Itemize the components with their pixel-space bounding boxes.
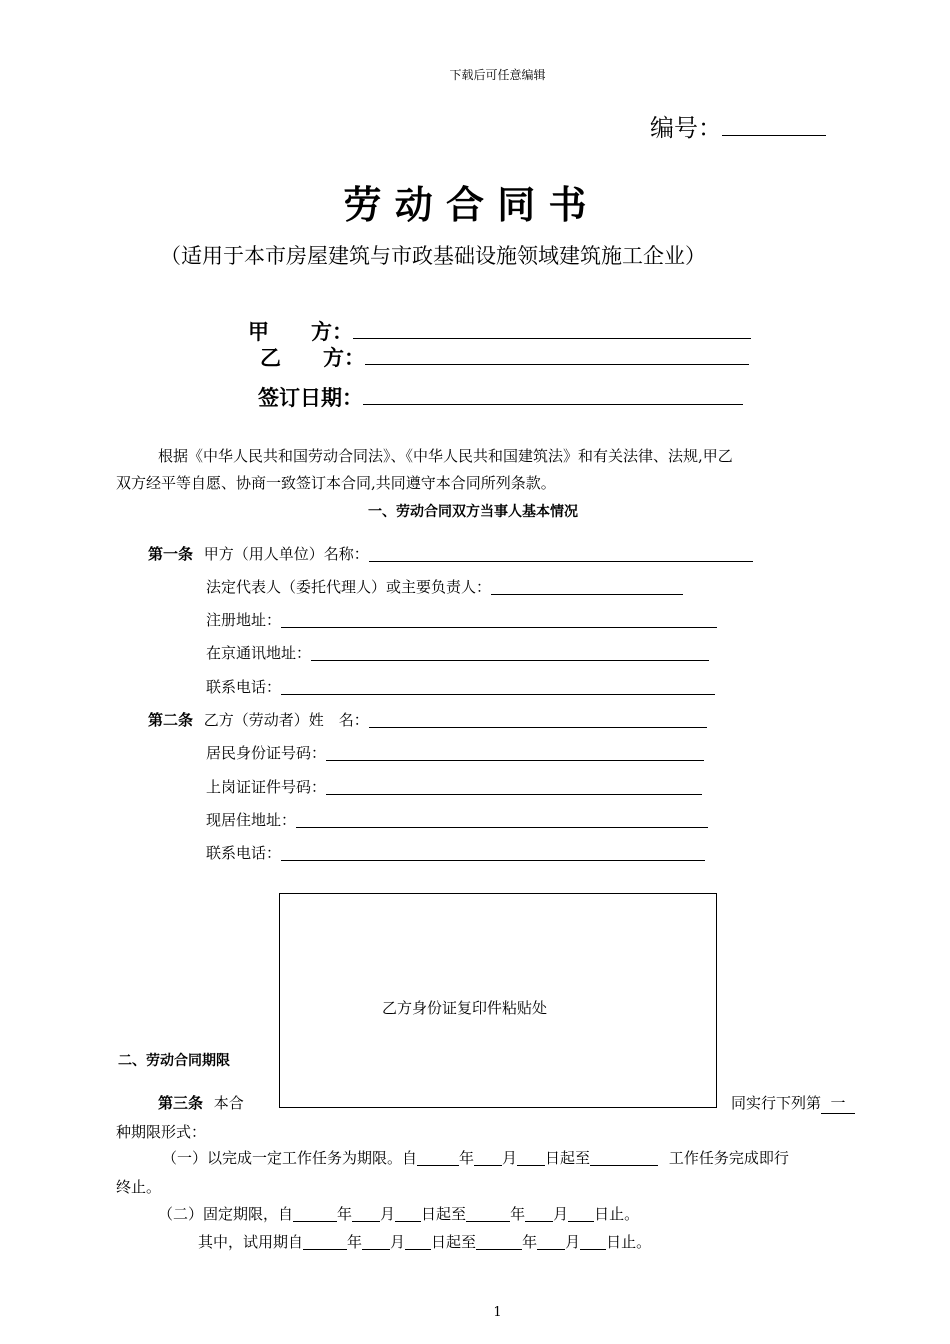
opt2-day-field[interactable]: [395, 1207, 421, 1222]
party-b-label: 乙 方：: [260, 346, 365, 370]
art1-addr-row: [206, 609, 717, 630]
art2-phone-field[interactable]: [281, 846, 705, 861]
opt1-label: （一）以完成一定工作任务为期限。自: [162, 1149, 418, 1167]
opt1-day-to-label: 日起至: [545, 1149, 591, 1167]
preamble-line-2: 双方经平等自愿、协商一致签订本合同,共同遵守本合同所列条款。: [116, 474, 556, 492]
art2-cert-field[interactable]: [326, 780, 702, 795]
art2-phone-row: [206, 842, 705, 863]
party-a-field[interactable]: [353, 318, 751, 339]
probation-day-to-label: 日起至: [431, 1233, 477, 1251]
probation-month-field[interactable]: [362, 1235, 390, 1250]
sign-date-row: [258, 382, 743, 412]
art2-id-label: 居民身份证号码：: [206, 744, 327, 762]
probation-end-label: 日止。: [606, 1233, 652, 1251]
probation-month2-label: 月: [565, 1233, 581, 1251]
art1-addr-field[interactable]: [281, 613, 717, 628]
art2-id-field[interactable]: [326, 746, 704, 761]
probation-month-label: 月: [390, 1233, 406, 1251]
article-2-label: 第二条: [148, 711, 194, 729]
opt2-year2-field[interactable]: [466, 1207, 510, 1222]
article-3-row: [158, 1092, 244, 1113]
opt2-month2-label: 月: [553, 1205, 569, 1223]
article-1-label: 第一条: [148, 545, 194, 563]
art1-comm-row: [206, 642, 709, 663]
opt2-year-field[interactable]: [293, 1207, 337, 1222]
article-2-name-row: [148, 709, 707, 730]
art2-id-row: [206, 742, 704, 763]
opt2-end-label: 日止。: [594, 1205, 640, 1223]
art3-text-a: 本合: [213, 1094, 244, 1112]
party-b-row: [260, 342, 749, 372]
opt2-month2-field[interactable]: [525, 1207, 553, 1222]
header-note: 下载后可任意编辑: [449, 68, 546, 82]
probation-year-label: 年: [347, 1233, 363, 1251]
art2-cert-label: 上岗证证件号码：: [206, 778, 327, 796]
art2-phone-label: 联系电话：: [206, 844, 282, 862]
sign-date-field[interactable]: [363, 384, 743, 405]
art1-comm-field[interactable]: [311, 646, 709, 661]
opt2-label: （二）固定期限，自: [158, 1205, 294, 1223]
probation-year2-label: 年: [522, 1233, 538, 1251]
article-3-row-cont: [731, 1092, 855, 1114]
opt2-year2-label: 年: [510, 1205, 526, 1223]
art1-comm-label: 在京通讯地址：: [206, 644, 312, 662]
art2-name-label: 乙方（劳动者）姓 名：: [203, 711, 369, 729]
opt2-day-to-label: 日起至: [421, 1205, 467, 1223]
document-subtitle: （适用于本市房屋建筑与市政基础设施领域建筑施工企业）: [160, 244, 706, 268]
art3-choice[interactable]: 一: [821, 1092, 855, 1114]
preamble-line-1: 根据《中华人民共和国劳动合同法》、《中华人民共和国建筑法》和有关法律、法规,甲乙: [158, 447, 733, 465]
art1-addr-label: 注册地址：: [206, 611, 282, 629]
probation-row: [198, 1231, 651, 1252]
section-2-heading: 二、劳动合同期限: [118, 1053, 230, 1069]
article-3-label: 第三条: [158, 1094, 204, 1112]
party-a-label: 甲 方：: [248, 320, 353, 344]
art1-phone-field[interactable]: [281, 680, 715, 695]
option-2-row: [158, 1203, 639, 1224]
probation-day2-field[interactable]: [580, 1235, 606, 1250]
opt1-day-field[interactable]: [517, 1151, 545, 1166]
opt1-end-field[interactable]: [590, 1151, 658, 1166]
art2-addr-row: [206, 809, 708, 830]
opt1-line-2: 终止。: [116, 1178, 162, 1196]
serial-label: 编号：: [650, 114, 722, 142]
opt1-month-field[interactable]: [474, 1151, 502, 1166]
probation-year-field[interactable]: [303, 1235, 347, 1250]
art1-phone-row: [206, 676, 715, 697]
art3-text-b: 同实行下列第: [731, 1094, 822, 1112]
opt2-day2-field[interactable]: [568, 1207, 594, 1222]
opt2-year-label: 年: [337, 1205, 353, 1223]
art1-name-field[interactable]: [369, 547, 753, 562]
section-1-heading: 一、劳动合同双方当事人基本情况: [368, 504, 578, 520]
probation-month2-field[interactable]: [537, 1235, 565, 1250]
opt1-year-field[interactable]: [417, 1151, 459, 1166]
page-number: 1: [493, 1305, 502, 1320]
art1-rep-field[interactable]: [491, 580, 683, 595]
art3-line-2: 种期限形式：: [116, 1123, 207, 1141]
probation-day-field[interactable]: [405, 1235, 431, 1250]
probation-label: 其中，试用期自: [198, 1233, 304, 1251]
option-1-row: [162, 1147, 789, 1168]
art1-name-label: 甲方（用人单位）名称：: [203, 545, 369, 563]
art1-rep-row: [206, 576, 683, 597]
serial-field[interactable]: [722, 113, 826, 136]
opt2-month-label: 月: [380, 1205, 396, 1223]
id-copy-box-label: 乙方身份证复印件粘贴处: [382, 999, 548, 1017]
art1-phone-label: 联系电话：: [206, 678, 282, 696]
art2-addr-field[interactable]: [296, 813, 708, 828]
serial-number: [650, 108, 826, 143]
art1-rep-label: 法定代表人（委托代理人）或主要负责人：: [206, 578, 492, 596]
party-b-field[interactable]: [365, 344, 749, 365]
opt1-end-label: 工作任务完成即行: [668, 1149, 789, 1167]
art2-addr-label: 现居住地址：: [206, 811, 297, 829]
art2-cert-row: [206, 776, 702, 797]
opt1-month-label: 月: [502, 1149, 518, 1167]
article-1-name-row: [148, 543, 753, 564]
document-title: 劳 动 合 同 书: [343, 183, 587, 227]
opt1-year-label: 年: [459, 1149, 475, 1167]
sign-date-label: 签订日期：: [258, 386, 363, 410]
opt2-month-field[interactable]: [352, 1207, 380, 1222]
art2-name-field[interactable]: [369, 713, 707, 728]
probation-year2-field[interactable]: [476, 1235, 522, 1250]
